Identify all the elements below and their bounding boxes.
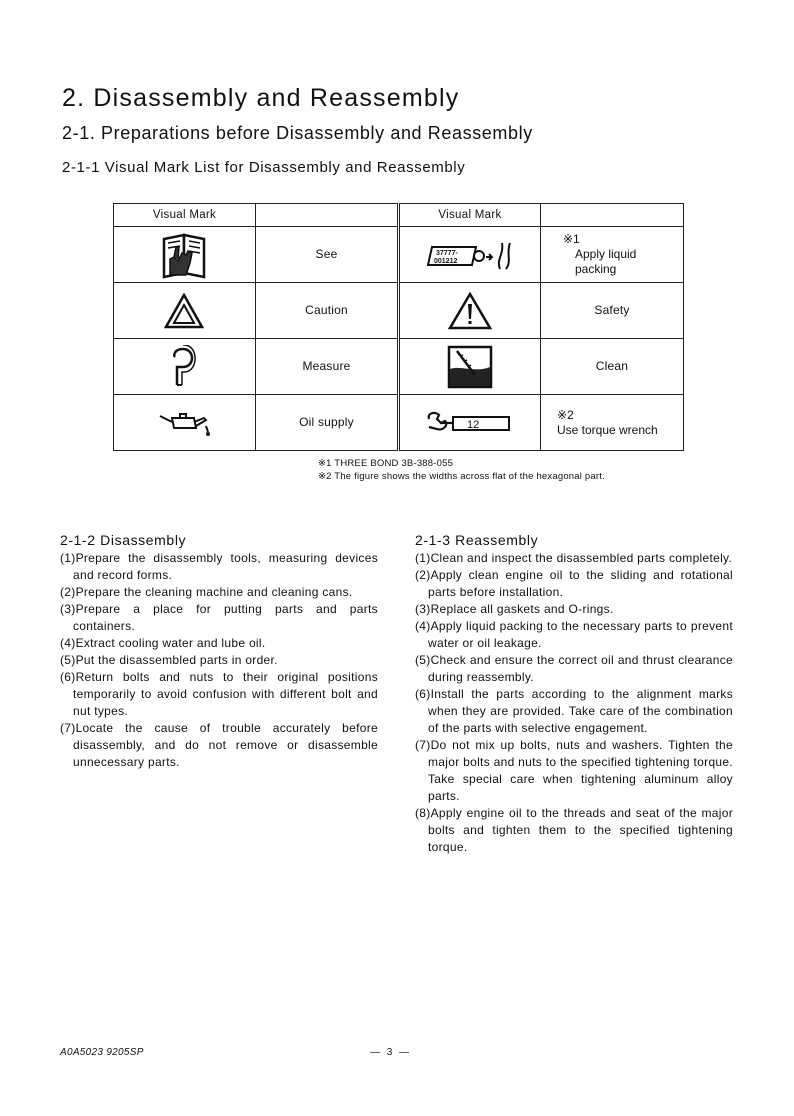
measure-gauge-icon xyxy=(114,339,256,395)
table-row xyxy=(114,283,684,339)
oil-can-icon xyxy=(114,395,256,451)
mark-label-clean: Clean xyxy=(540,339,683,395)
subsection-heading: 2-1-1 Visual Mark List for Disassembly and Reassembly xyxy=(62,159,466,176)
footnote-marker-2: ※2 xyxy=(556,407,574,422)
footnote-marker-1: ※1 xyxy=(562,232,580,246)
section-heading: 2-1. Preparations before Disassembly and Reassembly xyxy=(62,123,533,143)
table-row xyxy=(114,339,684,395)
mark-label-see: See xyxy=(255,227,398,283)
mark-label-measure: Measure xyxy=(255,339,398,395)
list-item: (5)Check and ensure the correct oil and thrust clearance during reassembly. xyxy=(415,653,733,684)
list-item: (4)Apply liquid packing to the necessary parts to prevent water or oil leakage. xyxy=(415,619,733,650)
visual-mark-table xyxy=(113,203,684,451)
header-blank-right xyxy=(540,204,683,227)
mark-label-safety: Safety xyxy=(540,283,683,339)
mark-cell-liquid-packing xyxy=(540,227,683,283)
reassembly-section xyxy=(415,532,733,856)
mark-label-use-torque-wrench: Use torque wrench xyxy=(556,422,658,437)
disassembly-list xyxy=(60,550,378,771)
list-item: (1)Clean and inspect the disassembled parts completely. xyxy=(415,551,733,565)
list-item: (5)Put the disassembled parts in order. xyxy=(60,653,278,667)
tube-label-1: 37777- xyxy=(435,249,458,257)
list-item: (7)Locate the cause of trouble accurately before disassembly, and do not remove or disassemble unnecessary parts. xyxy=(60,721,378,769)
list-item: (3)Replace all gaskets and O-rings. xyxy=(415,602,614,616)
book-pointing-hand-icon xyxy=(114,227,256,283)
list-item: (2)Apply clean engine oil to the sliding and rotational parts before installation. xyxy=(415,568,733,599)
table-header-row xyxy=(114,204,684,227)
footnote-2: ※2 The figure shows the widths across flat of the hexagonal part. xyxy=(318,471,605,482)
page-number: — 3 — xyxy=(370,1047,412,1058)
list-item: (7)Do not mix up bolts, nuts and washers. Tighten the major bolts and nuts to the specified tightening torque. Take special care when tightening aluminum alloy parts. xyxy=(415,738,733,803)
page-title: 2. Disassembly and Reassembly xyxy=(62,84,460,112)
wrench-size-label: 12 xyxy=(466,418,480,431)
mark-cell-torque-wrench xyxy=(540,395,683,451)
reassembly-title: 2-1-3 Reassembly xyxy=(415,532,539,548)
clean-bath-icon xyxy=(398,339,540,395)
table-footnotes xyxy=(318,457,605,483)
table-row xyxy=(114,395,684,451)
liquid-packing-tube-icon xyxy=(398,227,540,283)
header-visual-mark-right: Visual Mark xyxy=(398,204,540,227)
torque-wrench-icon xyxy=(398,395,540,451)
list-item: (2)Prepare the cleaning machine and cleaning cans. xyxy=(60,585,353,599)
footnote-1: ※1 THREE BOND 3B-388-055 xyxy=(318,458,454,469)
mark-label-caution: Caution xyxy=(255,283,398,339)
mark-label-apply-liquid-packing: Apply liquid packing xyxy=(574,247,637,276)
disassembly-section xyxy=(60,532,378,771)
caution-triangle-icon xyxy=(114,283,256,339)
list-item: (3)Prepare a place for putting parts and parts containers. xyxy=(60,602,378,633)
mark-label-oil-supply: Oil supply xyxy=(255,395,398,451)
tube-label-2: 001212 xyxy=(433,257,458,265)
list-item: (6)Install the parts according to the alignment marks when they are provided. Take care of the combination of the parts with selective engagement. xyxy=(415,687,733,735)
document-code: A0A5023 9205SP xyxy=(60,1047,144,1058)
reassembly-list xyxy=(415,550,733,856)
exclamation-triangle-icon xyxy=(398,283,540,339)
list-item: (8)Apply engine oil to the threads and seat of the major bolts and tighten them to the specified tightening torque. xyxy=(415,806,733,854)
disassembly-title: 2-1-2 Disassembly xyxy=(60,532,187,548)
header-blank-left xyxy=(255,204,398,227)
list-item: (4)Extract cooling water and lube oil. xyxy=(60,636,266,650)
table-row xyxy=(114,227,684,283)
list-item: (1)Prepare the disassembly tools, measuring devices and record forms. xyxy=(60,551,378,582)
header-visual-mark-left: Visual Mark xyxy=(114,204,256,227)
list-item: (6)Return bolts and nuts to their original positions temporarily to avoid confusion with different bolt and nut types. xyxy=(60,670,378,718)
